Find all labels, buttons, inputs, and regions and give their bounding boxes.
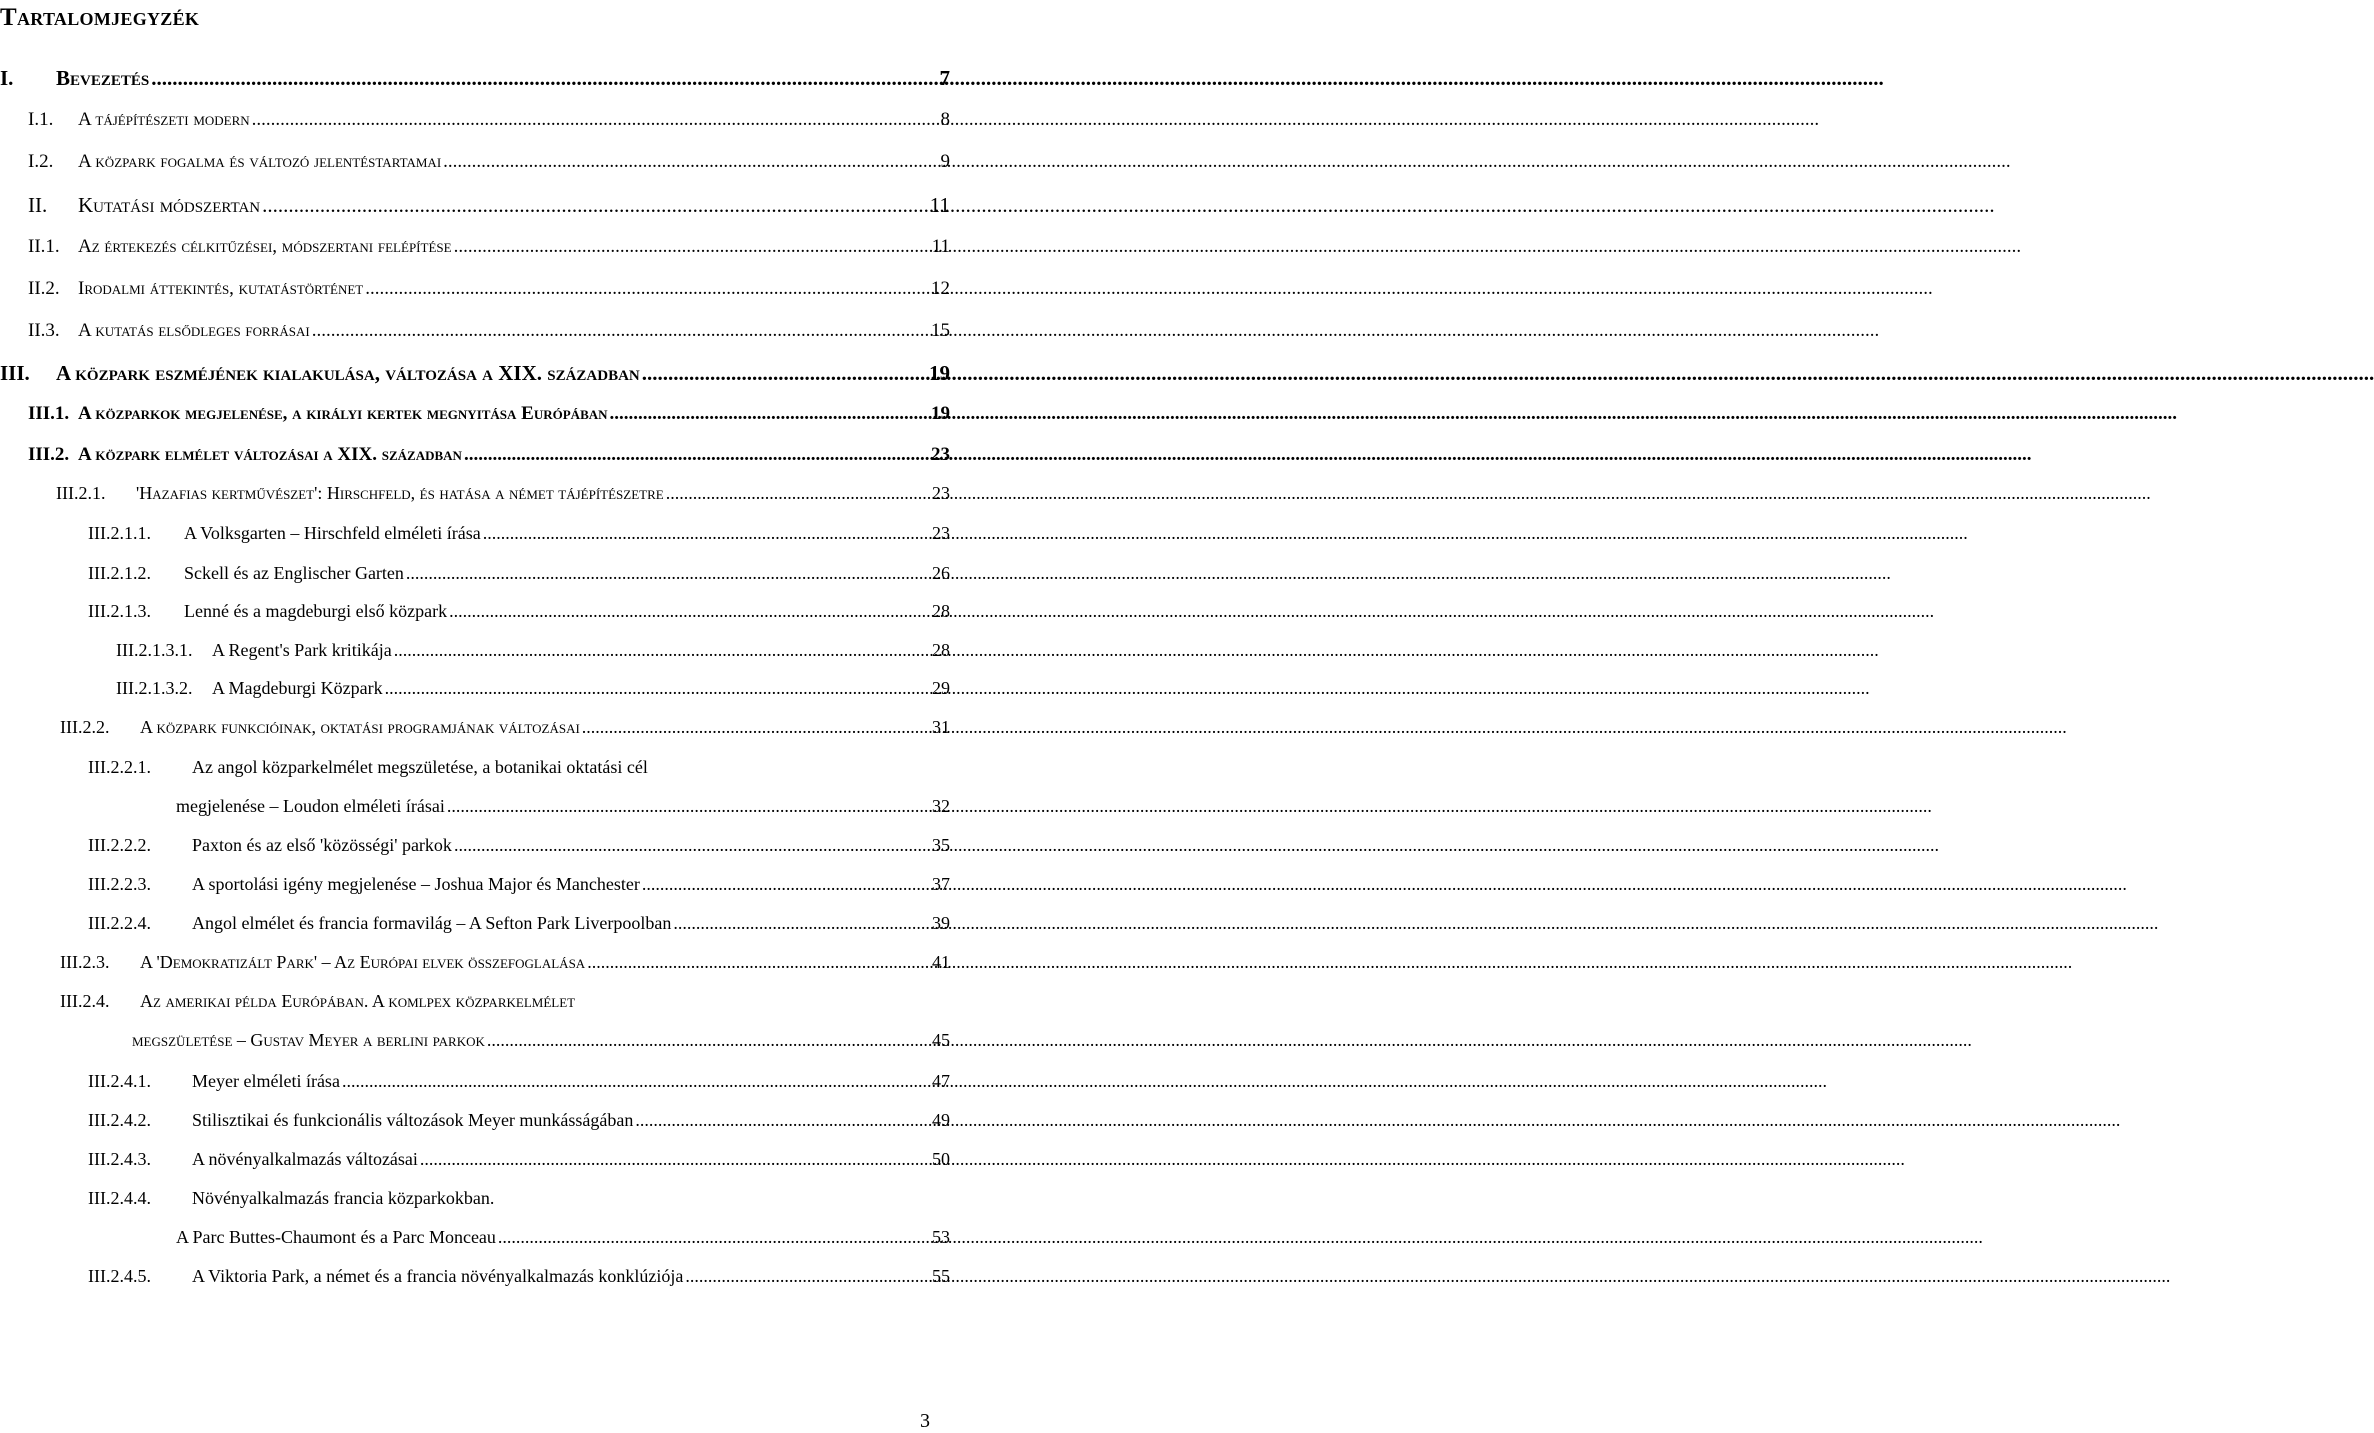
toc-entry-title: Irodalmi áttekintés, kutatástörténet <box>78 278 364 299</box>
toc-entry-title: 'Hazafias kertművészet': Hirschfeld, és hatása a német tájépítészetre <box>136 483 664 503</box>
toc-entry-number: III.2.4.5. <box>88 1266 151 1286</box>
toc-entry-number: III.2.4.3. <box>88 1149 151 1169</box>
toc-entry-number: III.2.1.3. <box>88 601 151 621</box>
toc-entry-title: A közpark funkcióinak, oktatási programjának változásai <box>140 717 580 737</box>
toc-entry-number: II.2. <box>28 278 60 299</box>
toc-entry[interactable] <box>88 1110 950 1131</box>
toc-entry[interactable] <box>28 444 950 466</box>
dot-leader <box>365 278 929 300</box>
toc-entry-title: Kutatási módszertan <box>78 193 261 217</box>
toc-entry[interactable] <box>88 1266 950 1287</box>
toc-entry-number: III.2.1.3.1. <box>116 640 193 660</box>
toc-entry[interactable] <box>88 757 648 778</box>
toc-entry-page: 15 <box>931 320 950 341</box>
toc-entry-page: 29 <box>932 678 950 698</box>
dot-leader <box>642 874 930 895</box>
toc-entry-page: 9 <box>940 151 950 172</box>
toc-entry-page: 31 <box>932 717 950 737</box>
dot-leader <box>262 193 928 218</box>
page-number: 3 <box>920 1410 930 1432</box>
toc-entry-title: A Magdeburgi Közpark <box>212 678 383 698</box>
toc-entry[interactable] <box>88 835 950 856</box>
dot-leader <box>498 1227 930 1248</box>
dot-leader <box>635 1110 930 1131</box>
toc-entry[interactable] <box>116 678 950 699</box>
toc-entry-title: Stilisztikai és funkcionális változások Meyer munkásságában <box>192 1110 634 1130</box>
toc-entry[interactable] <box>60 717 950 738</box>
toc-entry-page: 26 <box>932 563 950 583</box>
toc-entry-page: 23 <box>932 483 950 503</box>
dot-leader <box>394 640 930 661</box>
toc-entry[interactable] <box>60 991 575 1012</box>
toc-entry-number: III.2.4.2. <box>88 1110 151 1130</box>
toc-entry-number: III.2.1.3.2. <box>116 678 193 698</box>
dot-leader <box>342 1071 930 1092</box>
dot-leader <box>464 444 929 466</box>
toc-entry-title: A növényalkalmazás változásai <box>192 1149 418 1169</box>
toc-entry-page: 19 <box>931 403 950 424</box>
toc-entry[interactable] <box>88 523 950 544</box>
toc-entry-page: 8 <box>940 109 950 130</box>
toc-entry[interactable] <box>0 66 950 91</box>
toc-entry-page: 7 <box>939 66 950 90</box>
toc-entry-page: 11 <box>929 193 950 217</box>
dot-leader <box>610 403 929 425</box>
toc-entry-title: A közparkok megjelenése, a királyi kertek megnyitása Európában <box>78 403 608 424</box>
toc-entry-number: III.2.1.2. <box>88 563 151 583</box>
toc-entry-number: III.1. <box>28 403 70 424</box>
dot-leader <box>385 678 930 699</box>
toc-entry-page: 35 <box>932 835 950 855</box>
toc-entry-title: Meyer elméleti írása <box>192 1071 340 1091</box>
toc-entry-continuation[interactable] <box>176 1227 950 1248</box>
toc-entry[interactable] <box>28 403 950 425</box>
toc-entry[interactable] <box>88 1071 950 1092</box>
toc-entry-number: III.2.2.3. <box>88 874 151 894</box>
dot-leader <box>487 1030 930 1051</box>
toc-entry-title: Növényalkalmazás francia közparkokban. <box>192 1188 495 1208</box>
toc-entry-page: 12 <box>931 278 950 299</box>
toc-entry-title: A kutatás elsődleges forrásai <box>78 320 310 341</box>
toc-entry-page: 23 <box>932 523 950 543</box>
toc-entry-continuation[interactable] <box>132 1030 950 1051</box>
toc-entry[interactable] <box>28 193 950 218</box>
toc-entry-title: Az értekezés célkitűzései, módszertani felépítése <box>78 236 452 257</box>
toc-entry-page: 53 <box>932 1227 950 1247</box>
toc-entry-page: 49 <box>932 1110 950 1130</box>
toc-entry-page: 32 <box>932 796 950 816</box>
dot-leader <box>454 236 930 258</box>
toc-entry-title: Lenné és a magdeburgi első közpark <box>184 601 448 621</box>
toc-entry[interactable] <box>56 483 950 504</box>
toc-entry-title: Angol elmélet és francia formavilág – A Sefton Park Liverpoolban <box>192 913 672 933</box>
toc-entry[interactable] <box>0 361 950 386</box>
dot-leader <box>454 835 930 856</box>
toc-entry[interactable] <box>116 640 950 661</box>
toc-entry-title: A sportolási igény megjelenése – Joshua Major és Manchester <box>192 874 640 894</box>
page-title: Tartalomjegyzék <box>0 4 200 31</box>
toc-entry-page: 19 <box>929 361 950 385</box>
toc-entry-number: III.2.2. <box>60 717 110 737</box>
toc-entry-number: III.2.1. <box>56 483 106 503</box>
toc-entry-page: 50 <box>932 1149 950 1169</box>
toc-entry-number: III.2.1.1. <box>88 523 151 543</box>
toc-entry-number: III. <box>0 361 30 385</box>
toc-entry-number: I.1. <box>28 109 54 130</box>
dot-leader <box>420 1149 930 1170</box>
toc-entry-title: A 'Demokratizált Park' – Az Európai elvek összefoglalása <box>140 952 586 972</box>
toc-entry-title: A Viktoria Park, a német és a francia növényalkalmazás konklúziója <box>192 1266 684 1286</box>
toc-entry-number: III.2.3. <box>60 952 110 972</box>
toc-entry-page: 41 <box>932 952 950 972</box>
toc-entry-page: 28 <box>932 601 950 621</box>
toc-entry-title: A tájépítészeti modern <box>78 109 250 130</box>
dot-leader <box>312 320 929 342</box>
toc-entry-title: Az amerikai példa Európában. A komlpex közparkelmélet <box>140 991 576 1011</box>
toc-entry[interactable] <box>28 320 950 342</box>
toc-entry[interactable] <box>28 278 950 300</box>
toc-entry-number: I.2. <box>28 151 54 172</box>
toc-entry-number: III.2.4. <box>60 991 110 1011</box>
toc-entry-page: 11 <box>931 236 950 257</box>
toc-entry[interactable] <box>28 151 950 173</box>
dot-leader <box>406 563 930 584</box>
toc-entry-number: III.2.2.2. <box>88 835 151 855</box>
dot-leader <box>582 717 930 738</box>
toc-entry-page: 28 <box>932 640 950 660</box>
dot-leader <box>666 483 930 504</box>
toc-entry-title: Az angol közparkelmélet megszületése, a botanikai oktatási cél <box>192 757 648 777</box>
toc-entry-title: megjelenése – Loudon elméleti írásai <box>176 796 445 816</box>
toc-entry[interactable] <box>60 952 950 973</box>
dot-leader <box>685 1266 930 1287</box>
toc-entry-page: 37 <box>932 874 950 894</box>
toc-entry-continuation[interactable] <box>176 796 950 817</box>
dot-leader <box>483 523 930 544</box>
toc-entry-title: Paxton és az első 'közösségi' parkok <box>192 835 452 855</box>
toc-entry-number: II.3. <box>28 320 60 341</box>
toc-entry-number: II. <box>28 193 48 217</box>
toc-entry[interactable] <box>88 563 950 584</box>
toc-entry-title: A közpark eszméjének kialakulása, változása a XIX. században <box>56 361 640 385</box>
toc-entry[interactable] <box>88 1188 494 1209</box>
toc-entry-page: 55 <box>932 1266 950 1286</box>
toc-entry-number: III.2.2.1. <box>88 757 151 777</box>
toc-entry[interactable] <box>28 109 950 131</box>
dot-leader <box>449 601 930 622</box>
dot-leader <box>447 796 930 817</box>
toc-entry-title: A Volksgarten – Hirschfeld elméleti írása <box>184 523 481 543</box>
dot-leader <box>443 151 938 173</box>
toc-entry-page: 47 <box>932 1071 950 1091</box>
toc-entry-number: III.2.4.4. <box>88 1188 151 1208</box>
dot-leader <box>642 361 927 386</box>
toc-entry[interactable] <box>88 913 950 934</box>
toc-entry-title: megszületése – Gustav Meyer a berlini parkok <box>132 1030 485 1050</box>
toc-entry-title: Bevezetés <box>56 66 150 90</box>
toc-entry-title: A közpark fogalma és változó jelentéstartamai <box>78 151 442 172</box>
toc-entry-title: A Regent's Park kritikája <box>212 640 392 660</box>
toc-entry[interactable] <box>88 601 950 622</box>
toc-entry[interactable] <box>28 236 950 258</box>
dot-leader <box>252 109 939 131</box>
toc-entry-page: 39 <box>932 913 950 933</box>
toc-entry-title: A Parc Buttes-Chaumont és a Parc Monceau <box>176 1227 496 1247</box>
dot-leader <box>673 913 930 934</box>
toc-entry[interactable] <box>88 874 950 895</box>
dot-leader <box>587 952 930 973</box>
toc-entry-number: III.2. <box>28 444 70 465</box>
toc-entry-number: II.1. <box>28 236 60 257</box>
toc-entry[interactable] <box>88 1149 950 1170</box>
dot-leader <box>151 66 937 91</box>
toc-entry-number: III.2.4.1. <box>88 1071 151 1091</box>
toc-entry-number: III.2.2.4. <box>88 913 151 933</box>
toc-entry-page: 23 <box>931 444 950 465</box>
toc-entry-title: A közpark elmélet változásai a XIX. században <box>78 444 462 465</box>
toc-entry-page: 45 <box>932 1030 950 1050</box>
toc-entry-title: Sckell és az Englischer Garten <box>184 563 404 583</box>
toc-entry-number: I. <box>0 66 14 90</box>
